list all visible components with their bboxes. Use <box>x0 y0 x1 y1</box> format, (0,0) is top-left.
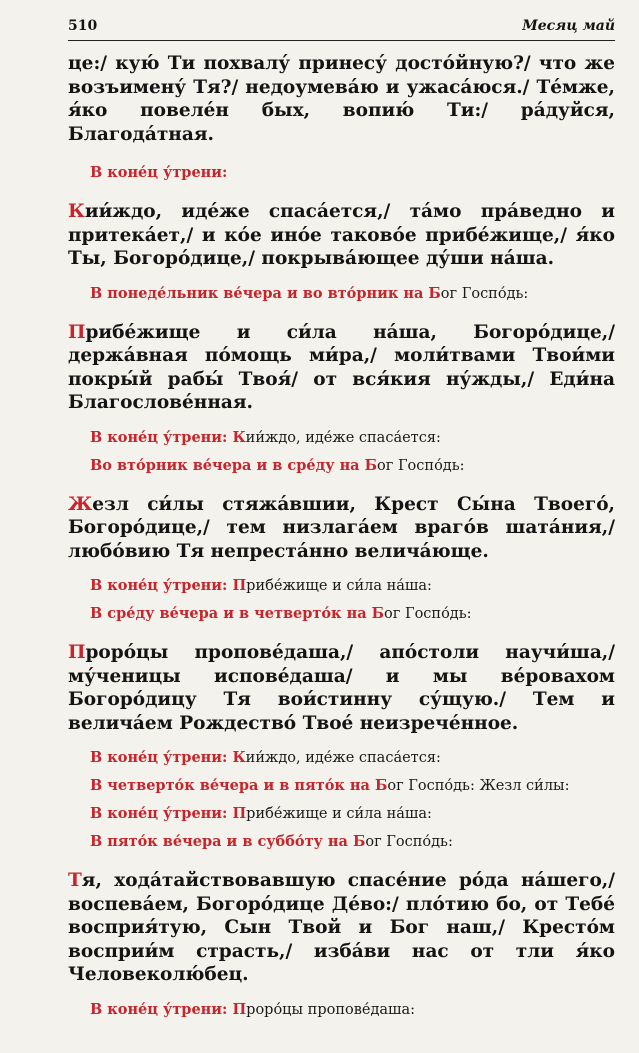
rubric: В пято́к ве́чера и в суббо́ту на Бог Госпо́дь: <box>90 833 453 850</box>
running-title: Месяц май <box>522 18 615 34</box>
rubric: В коне́ц у́трени: <box>90 164 228 181</box>
hymn-paragraph: Кии́ждо, иде́же спаса́ется,/ та́мо пра́ведно и притека́ет,/ и ко́е ино́е таково́е прибе́жище,/ я́ко Ты, Богоро́дице,/ покрыва́ющее ду́ши на́ша. <box>68 201 615 269</box>
rubric: В коне́ц у́трени: Проро́цы пропове́даша: <box>90 1000 416 1018</box>
hymn-paragraph: Тя, хода́тайствовавшую спасе́ние ро́да на́шего,/ воспева́ем, Богоро́дице Де́во:/ пло́тию бо, от Тебе́ восприя́тую, Сын Твой и Бог наш,/ Кресто́м восприи́м страсть,/ изба́ви нас от тли я́ко Человеколю́бец. <box>68 870 615 985</box>
page-header <box>68 18 615 41</box>
rubric: В коне́ц у́трени: Кии́ждо, иде́же спаса́ется: <box>90 428 441 446</box>
hymn-paragraph: Жезл си́лы стяжа́вшии, Крест Сы́на Твоего́, Богоро́дице,/ тем низлага́ем враго́в шата́ния,/ любо́вию Тя непреста́нно велича́юще. <box>68 493 615 562</box>
rubric: В коне́ц у́трени: Прибе́жище и си́ла на́ша: <box>90 577 432 594</box>
rubric: Во вто́рник ве́чера и в сре́ду на Бог Госпо́дь: <box>90 456 465 474</box>
hymn-paragraph: Проро́цы пропове́даша,/ апо́столи научи́ша,/ му́ченицы испове́даша/ и мы ве́ровахом Богоро́дицу Тя вои́стинну су́щую./ Тем и велича́ем Рождество́ Твое́ неизрече́нное. <box>68 642 615 734</box>
rubric: В четверто́к ве́чера и в пято́к на Бог Госпо́дь: Жезл си́лы: <box>90 777 570 794</box>
rubric: В сре́ду ве́чера и в четверто́к на Бог Госпо́дь: <box>90 605 472 622</box>
hymn-paragraph: Прибе́жище и си́ла на́ша, Богоро́дице,/ держа́вная по́мощь ми́ра,/ моли́твами Твои́ми покры́й рабы́ Твоя́/ от вся́кия ну́жды,/ Еди́на Благослове́нная. <box>68 321 615 413</box>
rubric: В коне́ц у́трени: Кии́ждо, иде́же спаса́ется: <box>90 749 441 766</box>
hymn-paragraph: це:/ кую́ Ти похвалу́ принесу́ досто́йную?/ что же возъимену́ Тя?/ недоумева́ю и ужаса́юся./ Те́мже, я́ко повеле́н бых, вопию́ Ти:/ ра́дуйся, Благода́тная. <box>68 53 615 145</box>
rubric: В коне́ц у́трени: Прибе́жище и си́ла на́ша: <box>90 805 432 822</box>
rubric: В понеде́льник ве́чера и во вто́рник на Бог Госпо́дь: <box>90 284 529 302</box>
page-number: 510 <box>68 18 98 34</box>
